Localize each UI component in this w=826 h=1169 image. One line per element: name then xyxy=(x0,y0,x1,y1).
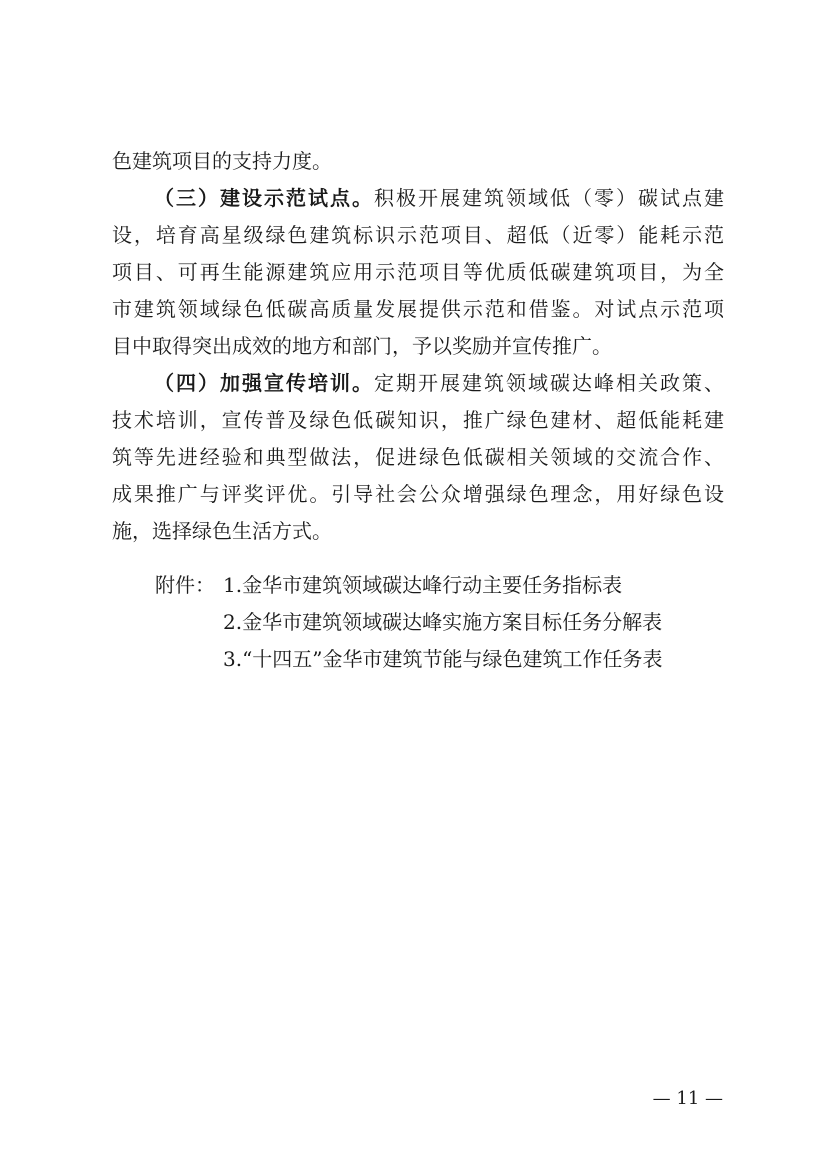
attachment-item: 3.“十四五”金华市建筑节能与绿色建筑工作任务表 xyxy=(223,647,663,671)
body-text-line: 筑等先进经验和典型做法，促进绿色低碳相关领域的交流合作、 xyxy=(112,445,724,469)
body-text: 积极开展建筑领域低（零）碳试点建 xyxy=(374,186,724,210)
attachment-item: 1.金华市建筑领域碳达峰行动主要任务指标表 xyxy=(223,573,623,597)
body-text-line xyxy=(112,188,724,208)
section-heading: （三）建设示范试点。 xyxy=(152,186,374,210)
body-text-line: 成果推广与评奖评优。引导社会公众增强绿色理念，用好绿色设 xyxy=(112,482,724,506)
body-text-line xyxy=(112,373,724,393)
body-text-line: 目中取得突出成效的地方和部门，予以奖励并宣传推广。 xyxy=(112,334,612,358)
body-text-line: 施，选择绿色生活方式。 xyxy=(112,519,332,543)
attachment-label: 附件： xyxy=(155,573,215,597)
attachment-item: 2.金华市建筑领域碳达峰实施方案目标任务分解表 xyxy=(223,610,663,634)
body-text-line: 技术培训，宣传普及绿色低碳知识，推广绿色建材、超低能耗建 xyxy=(112,408,724,432)
page-number: — 11 — xyxy=(652,1088,723,1109)
body-text: 定期开展建筑领域碳达峰相关政策、 xyxy=(374,371,724,395)
section-heading: （四）加强宣传培训。 xyxy=(152,371,374,395)
body-text-line: 色建筑项目的支持力度。 xyxy=(112,149,332,173)
body-text-line: 市建筑领域绿色低碳高质量发展提供示范和借鉴。对试点示范项 xyxy=(112,297,724,321)
body-text-line: 项目、可再生能源建筑应用示范项目等优质低碳建筑项目，为全 xyxy=(112,260,724,284)
body-text-line: 设，培育高星级绿色建筑标识示范项目、超低（近零）能耗示范 xyxy=(112,223,724,247)
